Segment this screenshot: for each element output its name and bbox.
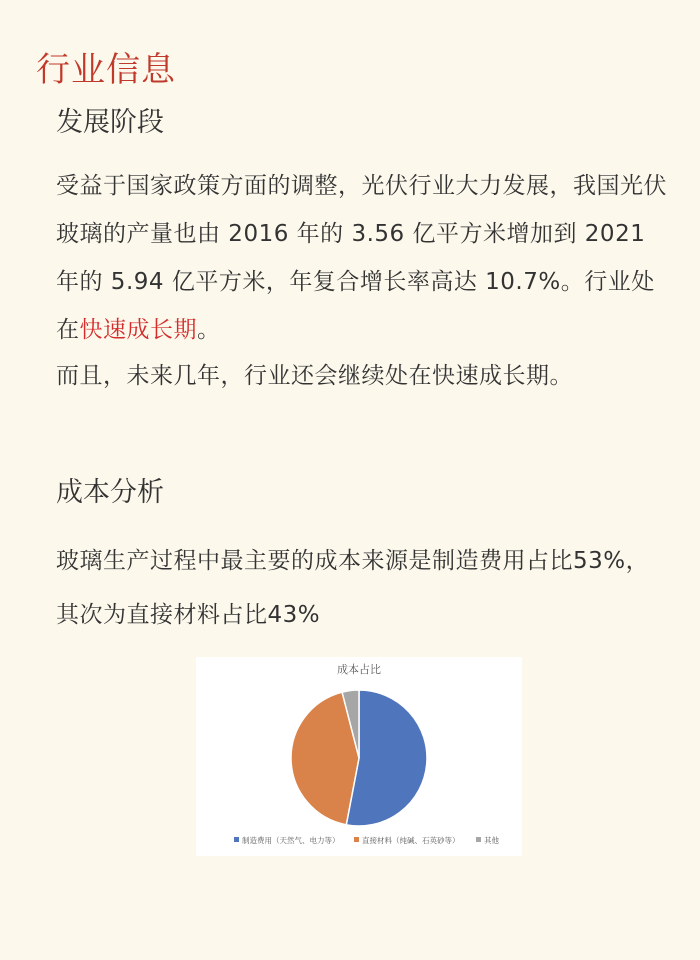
stage-paragraph-1-end: 。	[197, 317, 221, 343]
chart-legend	[234, 835, 499, 845]
highlight-rapid-growth: 快速成长期	[79, 317, 197, 343]
cost-pie-chart	[196, 657, 522, 856]
chart-title: 成本占比	[337, 663, 381, 676]
pie-chart-svg	[196, 657, 522, 856]
legend-swatch-3	[476, 837, 481, 842]
stage-paragraph-1	[56, 162, 668, 354]
legend-swatch-2	[354, 837, 359, 842]
legend-label-3: 其他	[484, 836, 499, 845]
stage-paragraph-2: 而且，未来几年，行业还会继续处在快速成长期。	[56, 363, 573, 389]
stage-heading: 发展阶段	[56, 107, 164, 138]
cost-heading: 成本分析	[56, 477, 164, 508]
stage-paragraph-1-text: 受益于国家政策方面的调整，光伏行业大力发展，我国光伏玻璃的产量也由 2016 年的 3.56 亿平方米增加到 2021 年的 5.94 亿平方米，年复合增长率高达 10.7%。行业处在	[56, 173, 667, 343]
legend-label-1: 制造费用（天然气、电力等）	[242, 836, 340, 845]
legend-label-2: 直接材料（纯碱、石英砂等）	[362, 836, 460, 845]
pie-slices	[291, 690, 427, 826]
section-title: 行业信息	[36, 50, 176, 90]
cost-paragraph: 玻璃生产过程中最主要的成本来源是制造费用占比53%，其次为直接材料占比43%	[56, 548, 650, 628]
legend-swatch-1	[234, 837, 239, 842]
